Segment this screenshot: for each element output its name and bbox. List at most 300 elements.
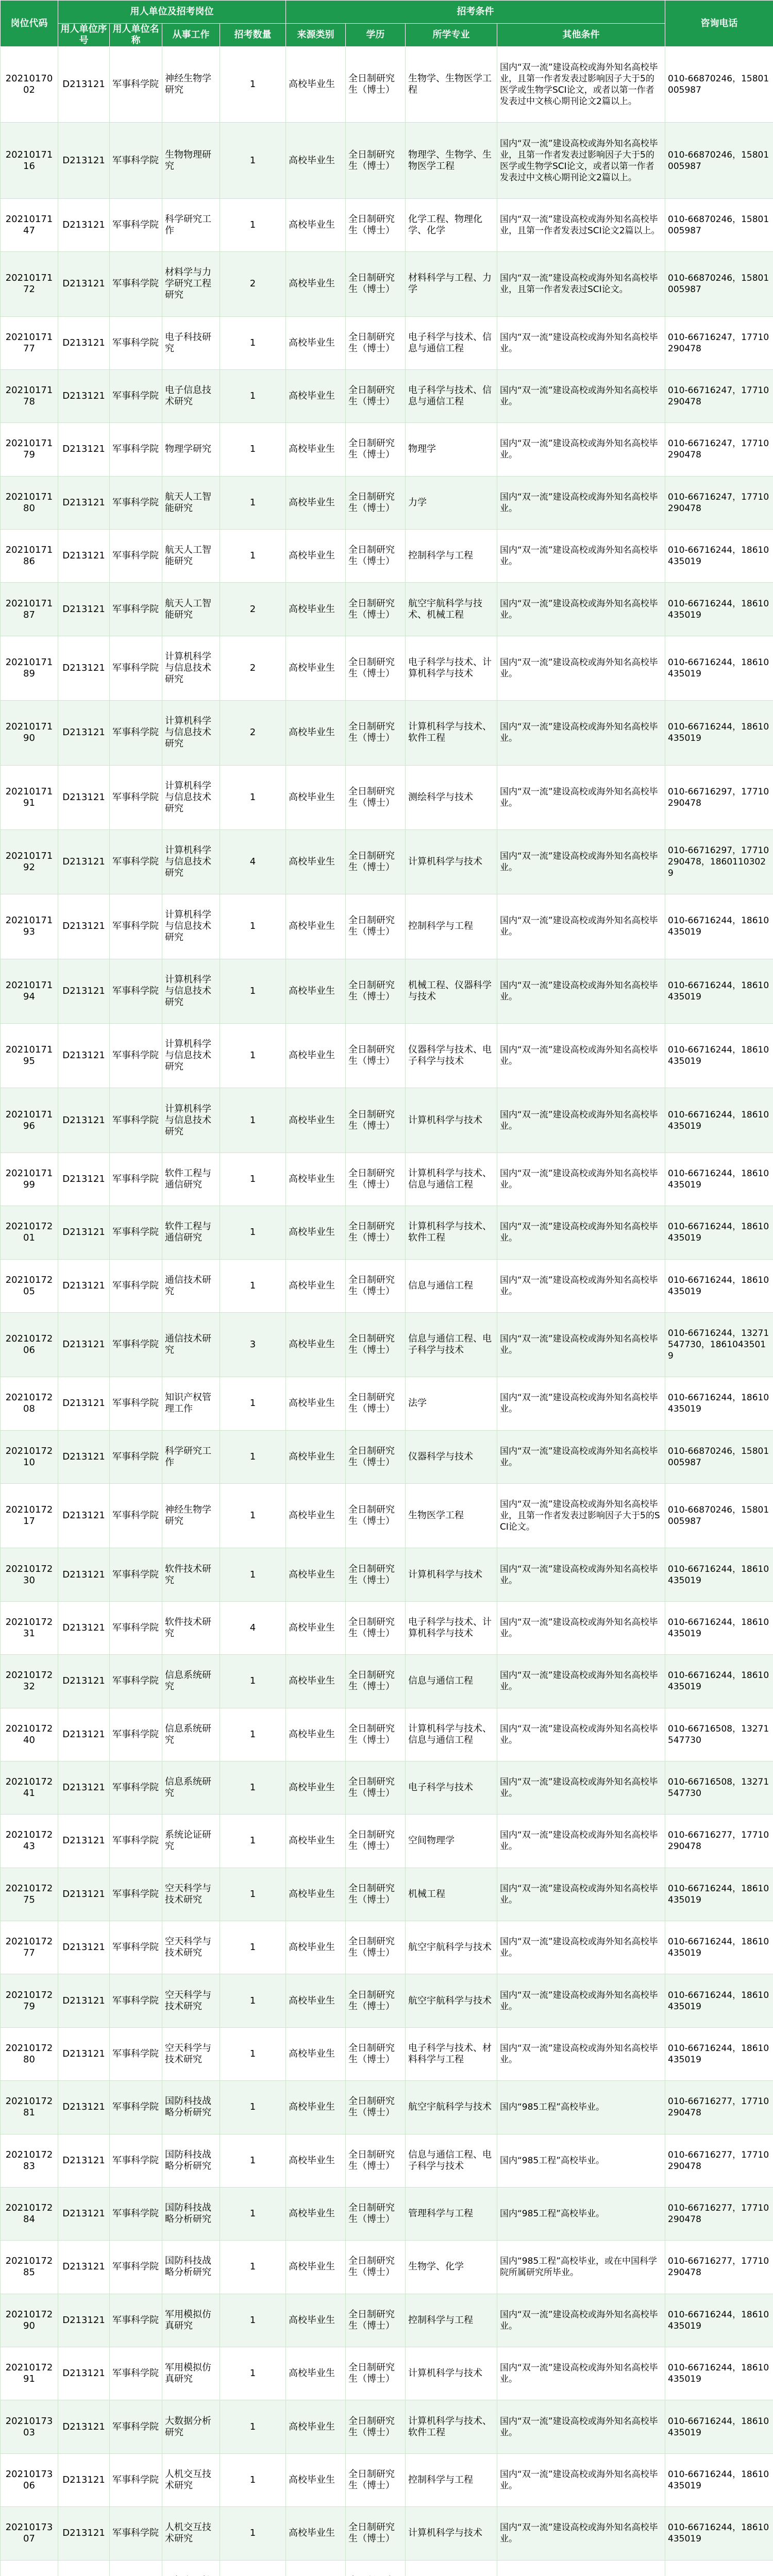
- cell-source: 高校毕业生: [286, 369, 346, 422]
- cell-count: 1: [220, 1259, 286, 1312]
- cell-phone: 010-66716244，18610435019: [665, 1548, 773, 1601]
- cell-major: 信息与通信工程、电子科学与技术: [406, 1312, 497, 1377]
- cell-count: 3: [220, 1312, 286, 1377]
- header-phone: 咨询电话: [665, 1, 773, 47]
- cell-unit-name: 军事科学院: [110, 894, 162, 959]
- cell-edu: 全日制研究生（博士）: [346, 530, 406, 583]
- cell-major: 物理学、生物学、生物医学工程: [406, 123, 497, 198]
- cell-count: 1: [220, 1974, 286, 2027]
- cell-unit-name: 军事科学院: [110, 1601, 162, 1654]
- cell-unit-name: 军事科学院: [110, 1655, 162, 1708]
- cell-source: 高校毕业生: [286, 2347, 346, 2400]
- cell-code: 2021017280: [1, 2027, 58, 2080]
- cell-work: 空天科学与技术研究: [162, 1868, 220, 1921]
- cell-phone: 010-66716244，18610435019: [665, 894, 773, 959]
- cell-unit-name: 军事科学院: [110, 2507, 162, 2560]
- cell-major: 计算机科学与技术: [406, 829, 497, 894]
- cell-code: 2021017231: [1, 1601, 58, 1654]
- cell-unit-no: D213121: [58, 765, 110, 829]
- table-row: [1, 1430, 773, 1483]
- cell-phone: 010-66716244，18610435019: [665, 636, 773, 700]
- cell-work: 系统论证研究: [162, 1815, 220, 1868]
- cell-major: 控制科学与工程: [406, 894, 497, 959]
- cell-major: 计算机科学与技术: [406, 1548, 497, 1601]
- cell-edu: 全日制研究生（博士）: [346, 1484, 406, 1548]
- cell-count: 1: [220, 1024, 286, 1088]
- cell-edu: 全日制研究生（博士）: [346, 2081, 406, 2134]
- cell-source: 高校毕业生: [286, 2294, 346, 2347]
- cell-unit-name: 军事科学院: [110, 2081, 162, 2134]
- cell-work: 计算机科学与信息技术研究: [162, 1088, 220, 1153]
- cell-code: 2021017190: [1, 701, 58, 765]
- cell-source: 高校毕业生: [286, 1024, 346, 1088]
- cell-source: 高校毕业生: [286, 198, 346, 251]
- cell-unit-no: [58, 2560, 110, 2576]
- cell-unit-no: D213121: [58, 894, 110, 959]
- cell-phone: 010-66716277，17710290478: [665, 2241, 773, 2294]
- cell-count: 1: [220, 1761, 286, 1814]
- cell-source: 高校毕业生: [286, 1153, 346, 1206]
- cell-work: 军用模拟仿真研究: [162, 2347, 220, 2400]
- cell-unit-no: D213121: [58, 476, 110, 529]
- cell-other: 国内“双一流”建设高校或海外知名高校毕业。: [497, 2294, 665, 2347]
- cell-work: 神经生物学研究: [162, 47, 220, 123]
- table-row: [1, 959, 773, 1023]
- cell-major: 计算机科学与技术、信息与通信工程: [406, 1708, 497, 1761]
- cell-major: 航空宇航科学与技术: [406, 2081, 497, 2134]
- cell-phone: 010-66716244，18610435019: [665, 583, 773, 636]
- cell-unit-no: D213121: [58, 1921, 110, 1974]
- cell-source: 高校毕业生: [286, 829, 346, 894]
- cell-count: [220, 2560, 286, 2576]
- table-row: [1, 1815, 773, 1868]
- cell-source: 高校毕业生: [286, 1974, 346, 2027]
- cell-count: 1: [220, 530, 286, 583]
- table-row: [1, 1868, 773, 1921]
- cell-unit-no: D213121: [58, 1601, 110, 1654]
- cell-source: 高校毕业生: [286, 252, 346, 316]
- cell-edu: 全日制研究生（博士）: [346, 2453, 406, 2506]
- cell-unit-name: 军事科学院: [110, 2134, 162, 2187]
- cell-unit-no: D213121: [58, 636, 110, 700]
- cell-count: 1: [220, 2453, 286, 2506]
- cell-count: 1: [220, 765, 286, 829]
- cell-count: 1: [220, 1206, 286, 1259]
- cell-phone: 010-66716244，18610435019: [665, 530, 773, 583]
- cell-major: 计算机科学与技术、软件工程: [406, 2400, 497, 2453]
- cell-phone: 010-66716244，13271547730，18610435019: [665, 1312, 773, 1377]
- cell-work: 知识产权管理工作: [162, 1377, 220, 1430]
- cell-source: 高校毕业生: [286, 1206, 346, 1259]
- table-row: [1, 2507, 773, 2560]
- cell-phone: 010-66716244，18610435019: [665, 1655, 773, 1708]
- cell-unit-name: 军事科学院: [110, 1377, 162, 1430]
- cell-other: 国内“双一流”建设高校或海外知名高校毕业。: [497, 1206, 665, 1259]
- cell-edu: 全日制研究生（博士）: [346, 1655, 406, 1708]
- table-row: [1, 894, 773, 959]
- cell-count: 4: [220, 829, 286, 894]
- cell-unit-name: 军事科学院: [110, 2400, 162, 2453]
- cell-edu: 全日制研究生（博士）: [346, 2027, 406, 2080]
- cell-count: 1: [220, 2241, 286, 2294]
- cell-other: 国内“双一流”建设高校或海外知名高校毕业。: [497, 369, 665, 422]
- cell-unit-no: D213121: [58, 1548, 110, 1601]
- cell-code: 2021017307: [1, 2507, 58, 2560]
- cell-unit-no: D213121: [58, 1088, 110, 1153]
- cell-other: 国内“双一流”建设高校或海外知名高校毕业。: [497, 1430, 665, 1483]
- table-row: [1, 1259, 773, 1312]
- cell-work: 航天人工智能研究: [162, 476, 220, 529]
- cell-code: 2021017208: [1, 1377, 58, 1430]
- cell-work: 国防科技战略分析研究: [162, 2081, 220, 2134]
- cell-major: 化学工程、物理化学、化学: [406, 198, 497, 251]
- cell-phone: 010-66716508，13271547730: [665, 1708, 773, 1761]
- cell-phone: 010-66716244，18610435019: [665, 1921, 773, 1974]
- cell-code: 2021017291: [1, 2347, 58, 2400]
- cell-count: 1: [220, 1153, 286, 1206]
- cell-count: 1: [220, 1548, 286, 1601]
- cell-edu: 全日制研究生（博士）: [346, 583, 406, 636]
- cell-edu: 全日制研究生（博士）: [346, 1206, 406, 1259]
- cell-major: 航空宇航科学与技术: [406, 1974, 497, 2027]
- cell-source: 高校毕业生: [286, 476, 346, 529]
- table-row: [1, 47, 773, 123]
- cell-unit-name: 军事科学院: [110, 1312, 162, 1377]
- cell-edu: 全日制研究生（博士）: [346, 765, 406, 829]
- cell-phone: 010-66870246，15801005987: [665, 252, 773, 316]
- table-row: [1, 1024, 773, 1088]
- cell-edu: 全日制研究生（博士）: [346, 2507, 406, 2560]
- cell-other: 国内“双一流”建设高校或海外知名高校毕业。: [497, 829, 665, 894]
- cell-edu: 全日制研究生（博士）: [346, 1377, 406, 1430]
- cell-unit-no: D213121: [58, 2027, 110, 2080]
- table-row: [1, 423, 773, 476]
- cell-other: 国内“双一流”建设高校或海外知名高校毕业。: [497, 1815, 665, 1868]
- cell-phone: 010-66870246，15801005987: [665, 1484, 773, 1548]
- cell-edu: 全日制研究生（博士）: [346, 2241, 406, 2294]
- cell-unit-name: 军事科学院: [110, 316, 162, 369]
- cell-phone: 010-66716244，18610435019: [665, 2400, 773, 2453]
- cell-code: 2021017210: [1, 1430, 58, 1483]
- cell-unit-no: D213121: [58, 369, 110, 422]
- cell-code: 2021017284: [1, 2187, 58, 2240]
- cell-major: 信息与通信工程、电子科学与技术: [406, 2134, 497, 2187]
- cell-major: 材料科学与工程、力学: [406, 252, 497, 316]
- cell-major: 控制科学与工程: [406, 530, 497, 583]
- cell-other: 国内“双一流”建设高校或海外知名高校毕业。: [497, 1655, 665, 1708]
- cell-major: 仪器科学与技术: [406, 1430, 497, 1483]
- cell-major: 电子科学与技术、计算机科学与技术: [406, 1601, 497, 1654]
- cell-edu: 全日制研究生（博士）: [346, 1601, 406, 1654]
- cell-unit-name: 军事科学院: [110, 636, 162, 700]
- cell-other: 国内“985工程”高校毕业，或在中国科学院所属研究所毕业。: [497, 2241, 665, 2294]
- cell-count: 1: [220, 2187, 286, 2240]
- cell-work: 科学研究工作: [162, 1430, 220, 1483]
- cell-count: 1: [220, 123, 286, 198]
- cell-edu: 全日制研究生（博士）: [346, 894, 406, 959]
- cell-unit-no: D213121: [58, 1655, 110, 1708]
- cell-source: 高校毕业生: [286, 1548, 346, 1601]
- cell-major: 生物医学工程: [406, 1484, 497, 1548]
- cell-count: 1: [220, 198, 286, 251]
- cell-major: 计算机科学与技术、信息与通信工程: [406, 1153, 497, 1206]
- header-other: 其他条件: [497, 24, 665, 47]
- cell-work: [162, 2560, 220, 2576]
- cell-phone: 010-66716277，17710290478: [665, 2187, 773, 2240]
- cell-source: 高校毕业生: [286, 1708, 346, 1761]
- cell-source: 高校毕业生: [286, 1430, 346, 1483]
- cell-phone: 010-66716247，17710290478: [665, 369, 773, 422]
- cell-unit-name: 军事科学院: [110, 2294, 162, 2347]
- cell-other: 国内“双一流”建设高校或海外知名高校毕业。: [497, 1868, 665, 1921]
- cell-work: 国防科技战略分析研究: [162, 2241, 220, 2294]
- cell-other: 国内“985工程”高校毕业。: [497, 2134, 665, 2187]
- cell-unit-no: D213121: [58, 1024, 110, 1088]
- cell-unit-no: D213121: [58, 1815, 110, 1868]
- cell-edu: 全日制研究生（博士）: [346, 1088, 406, 1153]
- cell-other: 国内“双一流”建设高校或海外知名高校毕业。: [497, 530, 665, 583]
- cell-code: 2021017201: [1, 1206, 58, 1259]
- cell-edu: 全日制研究生（博士）: [346, 2294, 406, 2347]
- cell-unit-name: 军事科学院: [110, 123, 162, 198]
- cell-unit-name: 军事科学院: [110, 369, 162, 422]
- cell-code: 2021017172: [1, 252, 58, 316]
- cell-source: 高校毕业生: [286, 583, 346, 636]
- table-row: [1, 1153, 773, 1206]
- cell-code: 2021017217: [1, 1484, 58, 1548]
- cell-work: 电子信息技术研究: [162, 369, 220, 422]
- cell-count: 1: [220, 1655, 286, 1708]
- cell-work: 计算机科学与信息技术研究: [162, 959, 220, 1023]
- cell-count: 4: [220, 1601, 286, 1654]
- cell-source: 高校毕业生: [286, 636, 346, 700]
- cell-code: 2021017179: [1, 423, 58, 476]
- cell-work: 大数据分析研究: [162, 2400, 220, 2453]
- cell-unit-no: D213121: [58, 198, 110, 251]
- cell-code: 2021017187: [1, 583, 58, 636]
- table-row: [1, 765, 773, 829]
- cell-unit-name: 军事科学院: [110, 2187, 162, 2240]
- header-source: 来源类别: [286, 24, 346, 47]
- cell-source: 高校毕业生: [286, 959, 346, 1023]
- cell-edu: 全日制研究生（博士）: [346, 2134, 406, 2187]
- cell-source: 高校毕业生: [286, 1655, 346, 1708]
- cell-code: 2021017243: [1, 1815, 58, 1868]
- cell-work: 计算机科学与信息技术研究: [162, 1024, 220, 1088]
- table-row: [1, 1761, 773, 1814]
- cell-work: 国防科技战略分析研究: [162, 2134, 220, 2187]
- cell-code: 2021017180: [1, 476, 58, 529]
- table-row: [1, 2187, 773, 2240]
- cell-other: 国内“双一流”建设高校或海外知名高校毕业。: [497, 1601, 665, 1654]
- cell-other: 国内“双一流”建设高校或海外知名高校毕业，且第一作者发表过影响因子大于5的医学或生物学SCI论文，或者以第一作者发表过中文核心期刊论文2篇以上。: [497, 47, 665, 123]
- cell-phone: 010-66716247，17710290478: [665, 476, 773, 529]
- table-row: [1, 1484, 773, 1548]
- cell-unit-name: 军事科学院: [110, 1153, 162, 1206]
- cell-count: 1: [220, 1815, 286, 1868]
- header-work: 从事工作: [162, 24, 220, 47]
- cell-unit-no: D213121: [58, 123, 110, 198]
- cell-edu: 全日制研究生（博士）: [346, 316, 406, 369]
- cell-major: [406, 2560, 497, 2576]
- cell-source: 高校毕业生: [286, 2187, 346, 2240]
- cell-code: 2021017230: [1, 1548, 58, 1601]
- cell-phone: 010-66716297，17710290478: [665, 765, 773, 829]
- cell-phone: 010-66716277，17710290478: [665, 2134, 773, 2187]
- cell-other: 国内“双一流”建设高校或海外知名高校毕业，且第一作者发表过影响因子大于5的SCI论文。: [497, 1484, 665, 1548]
- cell-edu: 全日制研究生（博士）: [346, 1024, 406, 1088]
- table-row: [1, 2027, 773, 2080]
- cell-work: 电子科技研究: [162, 316, 220, 369]
- cell-count: 1: [220, 2507, 286, 2560]
- cell-other: 国内“双一流”建设高校或海外知名高校毕业。: [497, 1024, 665, 1088]
- cell-code: 2021017205: [1, 1259, 58, 1312]
- table-body: [1, 47, 773, 2576]
- cell-count: 2: [220, 583, 286, 636]
- cell-phone: 010-66716297，17710290478，18601103029: [665, 829, 773, 894]
- cell-count: 1: [220, 1484, 286, 1548]
- cell-phone: 010-66870246，15801005987: [665, 198, 773, 251]
- cell-source: [286, 2560, 346, 2576]
- cell-code: 2021017189: [1, 636, 58, 700]
- cell-source: 高校毕业生: [286, 2027, 346, 2080]
- cell-unit-name: 军事科学院: [110, 198, 162, 251]
- cell-unit-name: 军事科学院: [110, 1868, 162, 1921]
- cell-unit-no: D213121: [58, 701, 110, 765]
- cell-other: 国内“双一流”建设高校或海外知名高校毕业。: [497, 1259, 665, 1312]
- cell-code: 2021017191: [1, 765, 58, 829]
- cell-major: 物理学: [406, 423, 497, 476]
- cell-source: 高校毕业生: [286, 1259, 346, 1312]
- table-row: [1, 123, 773, 198]
- cell-phone: 010-66716247，17710290478: [665, 316, 773, 369]
- cell-source: 高校毕业生: [286, 1815, 346, 1868]
- cell-source: 高校毕业生: [286, 316, 346, 369]
- cell-other: 国内“双一流”建设高校或海外知名高校毕业。: [497, 636, 665, 700]
- cell-unit-name: 军事科学院: [110, 423, 162, 476]
- cell-phone: 010-66716244，18610435019: [665, 2027, 773, 2080]
- cell-work: 生物物理研究: [162, 123, 220, 198]
- cell-edu: 全日制研究生（博士）: [346, 1548, 406, 1601]
- cell-unit-no: D213121: [58, 47, 110, 123]
- cell-source: 高校毕业生: [286, 423, 346, 476]
- cell-source: 高校毕业生: [286, 894, 346, 959]
- table-row: [1, 1088, 773, 1153]
- cell-major: 法学: [406, 1377, 497, 1430]
- cell-work: 软件技术研究: [162, 1548, 220, 1601]
- table-row: [1, 1974, 773, 2027]
- cell-other: 国内“双一流”建设高校或海外知名高校毕业。: [497, 1548, 665, 1601]
- cell-unit-name: 军事科学院: [110, 1024, 162, 1088]
- cell-edu: 全日制研究生（博士）: [346, 1153, 406, 1206]
- cell-edu: 全日制研究生（博士）: [346, 2400, 406, 2453]
- cell-unit-no: D213121: [58, 2347, 110, 2400]
- cell-phone: 010-66870246，15801005987: [665, 47, 773, 123]
- cell-code: [1, 2560, 58, 2576]
- cell-unit-name: 军事科学院: [110, 47, 162, 123]
- cell-other: 国内“985工程”高校毕业。: [497, 2081, 665, 2134]
- cell-other: 国内“双一流”建设高校或海外知名高校毕业，且第一作者发表过影响因子大于5的医学或生物学SCI论文，或者以第一作者发表过中文核心期刊论文2篇以上。: [497, 123, 665, 198]
- cell-code: 2021017281: [1, 2081, 58, 2134]
- cell-source: 高校毕业生: [286, 123, 346, 198]
- cell-count: 1: [220, 1430, 286, 1483]
- cell-work: 国防科技战略分析研究: [162, 2187, 220, 2240]
- table-row: [1, 1655, 773, 1708]
- cell-code: 2021017178: [1, 369, 58, 422]
- cell-unit-name: 军事科学院: [110, 1206, 162, 1259]
- cell-code: 2021017303: [1, 2400, 58, 2453]
- cell-unit-name: 军事科学院: [110, 2347, 162, 2400]
- cell-count: 1: [220, 1377, 286, 1430]
- cell-edu: 全日制研究生（博士）: [346, 476, 406, 529]
- table-row: [1, 2081, 773, 2134]
- cell-unit-no: D213121: [58, 959, 110, 1023]
- cell-source: 高校毕业生: [286, 1088, 346, 1153]
- table-row: [1, 1206, 773, 1259]
- table-row: [1, 198, 773, 251]
- cell-major: 力学: [406, 476, 497, 529]
- cell-work: 软件工程与通信研究: [162, 1206, 220, 1259]
- cell-major: 信息与通信工程: [406, 1655, 497, 1708]
- cell-work: 计算机科学与信息技术研究: [162, 829, 220, 894]
- header-code: 岗位代码: [1, 1, 58, 47]
- cell-code: 2021017232: [1, 1655, 58, 1708]
- cell-phone: 010-66716247，17710290478: [665, 423, 773, 476]
- table-row: [1, 1708, 773, 1761]
- cell-code: 2021017192: [1, 829, 58, 894]
- cell-work: 信息系统研究: [162, 1708, 220, 1761]
- cell-major: 计算机科学与技术: [406, 2347, 497, 2400]
- cell-other: 国内“双一流”建设高校或海外知名高校毕业。: [497, 2507, 665, 2560]
- cell-code: 2021017195: [1, 1024, 58, 1088]
- cell-unit-no: D213121: [58, 1761, 110, 1814]
- header-group-unit: 用人单位及招考岗位: [58, 1, 286, 24]
- cell-unit-no: D213121: [58, 423, 110, 476]
- cell-count: 2: [220, 252, 286, 316]
- cell-phone: 010-66716244，18610435019: [665, 1153, 773, 1206]
- cell-edu: 全日制研究生（博士）: [346, 1761, 406, 1814]
- cell-code: 2021017275: [1, 1868, 58, 1921]
- cell-code: 2021017116: [1, 123, 58, 198]
- cell-other: 国内“双一流”建设高校或海外知名高校毕业。: [497, 2400, 665, 2453]
- cell-edu: 全日制研究生（博士）: [346, 423, 406, 476]
- cell-work: 航天人工智能研究: [162, 583, 220, 636]
- cell-work: 材料学与力学研究工程研究: [162, 252, 220, 316]
- cell-other: 国内“双一流”建设高校或海外知名高校毕业。: [497, 1708, 665, 1761]
- cell-edu: 全日制研究生（博士）: [346, 1921, 406, 1974]
- cell-major: 电子科学与技术、材料科学与工程: [406, 2027, 497, 2080]
- cell-code: 2021017193: [1, 894, 58, 959]
- cell-major: 生物学、化学: [406, 2241, 497, 2294]
- cell-unit-no: D213121: [58, 583, 110, 636]
- cell-phone: 010-66716244，18610435019: [665, 1868, 773, 1921]
- table-row: [1, 1921, 773, 1974]
- cell-major: 管理科学与工程: [406, 2187, 497, 2240]
- cell-source: 高校毕业生: [286, 1921, 346, 1974]
- cell-work: 军用模拟仿真研究: [162, 2294, 220, 2347]
- cell-edu: 全日制研究生（博士）: [346, 959, 406, 1023]
- cell-source: 高校毕业生: [286, 2507, 346, 2560]
- cell-source: 高校毕业生: [286, 765, 346, 829]
- cell-major: 空间物理学: [406, 1815, 497, 1868]
- cell-code: 2021017002: [1, 47, 58, 123]
- cell-work: 计算机科学与信息技术研究: [162, 636, 220, 700]
- cell-other: 国内“双一流”建设高校或海外知名高校毕业。: [497, 2347, 665, 2400]
- cell-code: 2021017147: [1, 198, 58, 251]
- cell-major: 电子科学与技术: [406, 1761, 497, 1814]
- cell-other: 国内“双一流”建设高校或海外知名高校毕业。: [497, 423, 665, 476]
- cell-unit-no: D213121: [58, 1259, 110, 1312]
